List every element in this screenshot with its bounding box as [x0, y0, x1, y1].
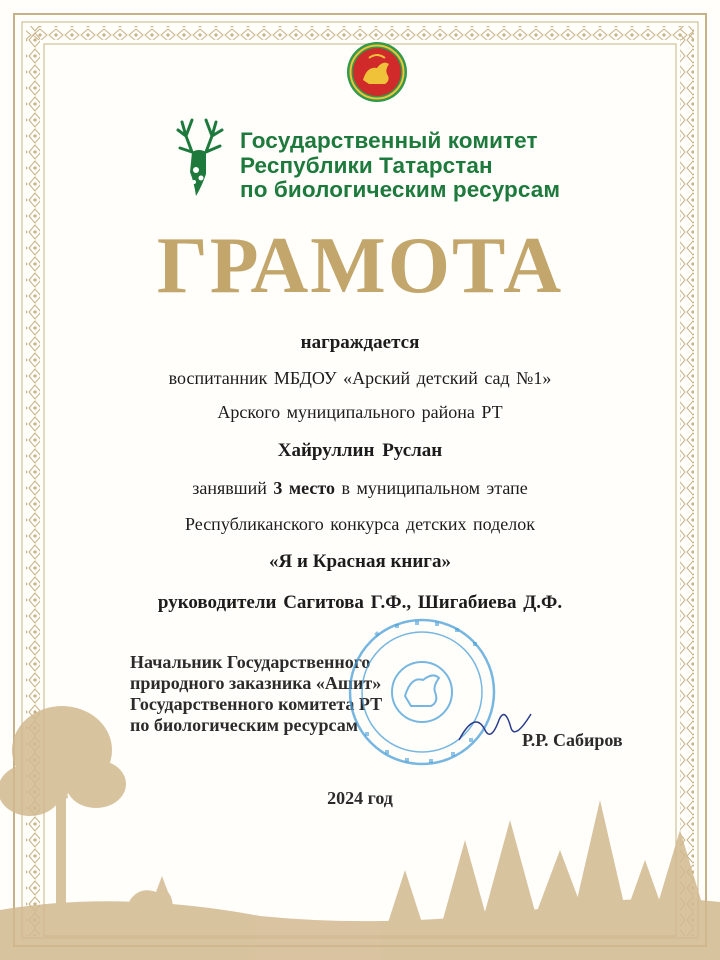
signer-line-3: Государственного комитета РТ	[130, 694, 383, 714]
pupil-line: воспитанник МБДОУ «Арский детский сад №1»	[168, 368, 552, 388]
certificate-year: 2024 год	[327, 788, 393, 808]
signer-line-2: природного заказника «Ашит»	[130, 673, 382, 693]
certificate-title: ГРАМОТА	[156, 222, 564, 310]
org-name-line-2: Республики Татарстан	[240, 152, 493, 178]
district-line: Арского муниципального района РТ	[217, 402, 503, 422]
tatarstan-emblem-icon	[345, 40, 409, 104]
signer-name: Р.Р. Сабиров	[522, 730, 623, 750]
signer-line-4: по биологическим ресурсам	[130, 715, 358, 735]
contest-name: «Я и Красная книга»	[269, 551, 451, 572]
place-suffix: в муниципальном этапе	[334, 478, 528, 498]
place-value: 3 место	[273, 478, 335, 498]
awarded-label: награждается	[300, 332, 420, 353]
org-name-line-3: по биологическим ресурсам	[240, 177, 561, 202]
contest-line: Республиканского конкурса детских поделок	[184, 514, 535, 534]
deer-head-icon	[172, 112, 232, 198]
supervisors-line: руководители Сагитова Г.Ф., Шигабиева Д.Ф.	[157, 592, 563, 613]
place-line	[0, 478, 720, 499]
organization-name	[240, 129, 560, 203]
place-prefix: занявший	[192, 478, 274, 498]
signer-line-1: Начальник Государственного	[130, 652, 371, 672]
recipient-name: Хайруллин Руслан	[277, 440, 443, 461]
org-name-line-1: Государственный комитет	[240, 128, 538, 153]
